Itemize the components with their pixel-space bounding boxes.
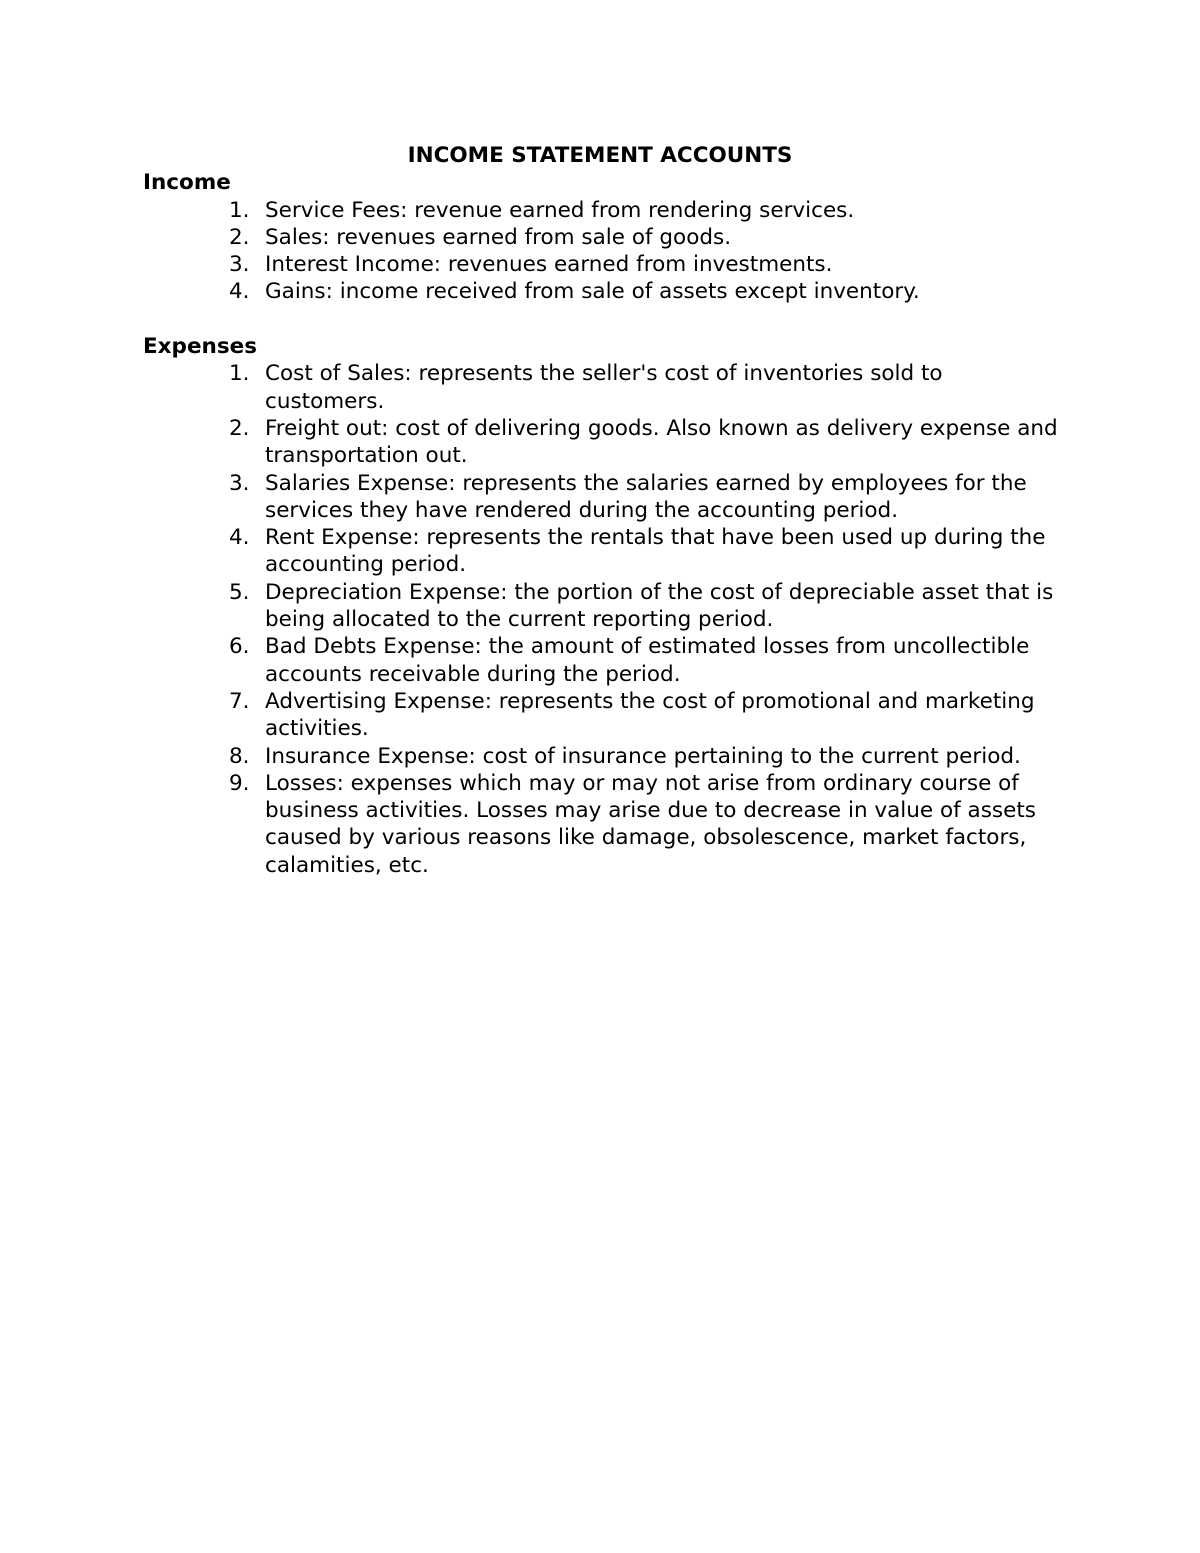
list-item <box>143 770 1063 879</box>
list-item <box>143 278 1063 305</box>
list-item-number: 2. <box>229 224 250 250</box>
list-item <box>143 688 1063 743</box>
list-item <box>143 224 1063 251</box>
expenses-heading: Expenses <box>143 334 258 360</box>
list-item-text: Losses: expenses which may or may not arise from ordinary course of business activities. Losses may arise due to decrease in value of assets caused by various reasons like damage, obsolescence, market factors, calamities, etc. <box>265 770 1036 878</box>
list-item-number: 8. <box>229 743 250 769</box>
list-item-number: 4. <box>229 279 250 305</box>
list-item-number: 9. <box>229 770 250 796</box>
list-item-text: Rent Expense: represents the rentals that have been used up during the accounting period. <box>265 525 1046 578</box>
expenses-list <box>143 360 1063 879</box>
list-item-text: Insurance Expense: cost of insurance pertaining to the current period. <box>265 743 1021 769</box>
document-content <box>143 142 1063 879</box>
list-item-number: 4. <box>229 525 250 551</box>
list-item-number: 1. <box>229 361 250 387</box>
list-item-text: Salaries Expense: represents the salaries earned by employees for the services they have rendered during the accounting period. <box>265 470 1027 523</box>
list-item-text: Gains: income received from sale of assets except inventory. <box>265 279 920 305</box>
document-title: INCOME STATEMENT ACCOUNTS <box>407 143 793 168</box>
list-item-text: Bad Debts Expense: the amount of estimated losses from uncollectible accounts receivable during the period. <box>265 634 1030 687</box>
list-item-text: Service Fees: revenue earned from rendering services. <box>265 197 855 223</box>
list-item <box>143 197 1063 224</box>
list-item-number: 7. <box>229 688 250 714</box>
list-item-text: Depreciation Expense: the portion of the cost of depreciable asset that is being allocated to the current reporting period. <box>265 579 1054 633</box>
list-item <box>143 470 1063 525</box>
list-item-text: Interest Income: revenues earned from investments. <box>265 252 833 278</box>
list-item <box>143 524 1063 579</box>
list-item-number: 1. <box>229 197 250 223</box>
list-item-text: Cost of Sales: represents the seller's cost of inventories sold to customers. <box>265 361 943 414</box>
list-item-number: 5. <box>229 579 250 605</box>
list-item-number: 3. <box>229 470 250 496</box>
list-item <box>143 579 1063 634</box>
list-item <box>143 415 1063 470</box>
list-item <box>143 743 1063 770</box>
list-item-text: Advertising Expense: represents the cost of promotional and marketing activities. <box>265 688 1035 742</box>
list-item-number: 2. <box>229 415 250 441</box>
list-item-number: 3. <box>229 252 250 278</box>
income-list <box>143 197 1063 306</box>
list-item-text: Freight out: cost of delivering goods. Also known as delivery expense and transportation out. <box>265 415 1058 469</box>
list-item-text: Sales: revenues earned from sale of goods. <box>265 224 732 250</box>
income-heading: Income <box>143 170 231 196</box>
list-item <box>143 360 1063 415</box>
list-item <box>143 633 1063 688</box>
list-item-number: 6. <box>229 634 250 660</box>
list-item <box>143 251 1063 278</box>
